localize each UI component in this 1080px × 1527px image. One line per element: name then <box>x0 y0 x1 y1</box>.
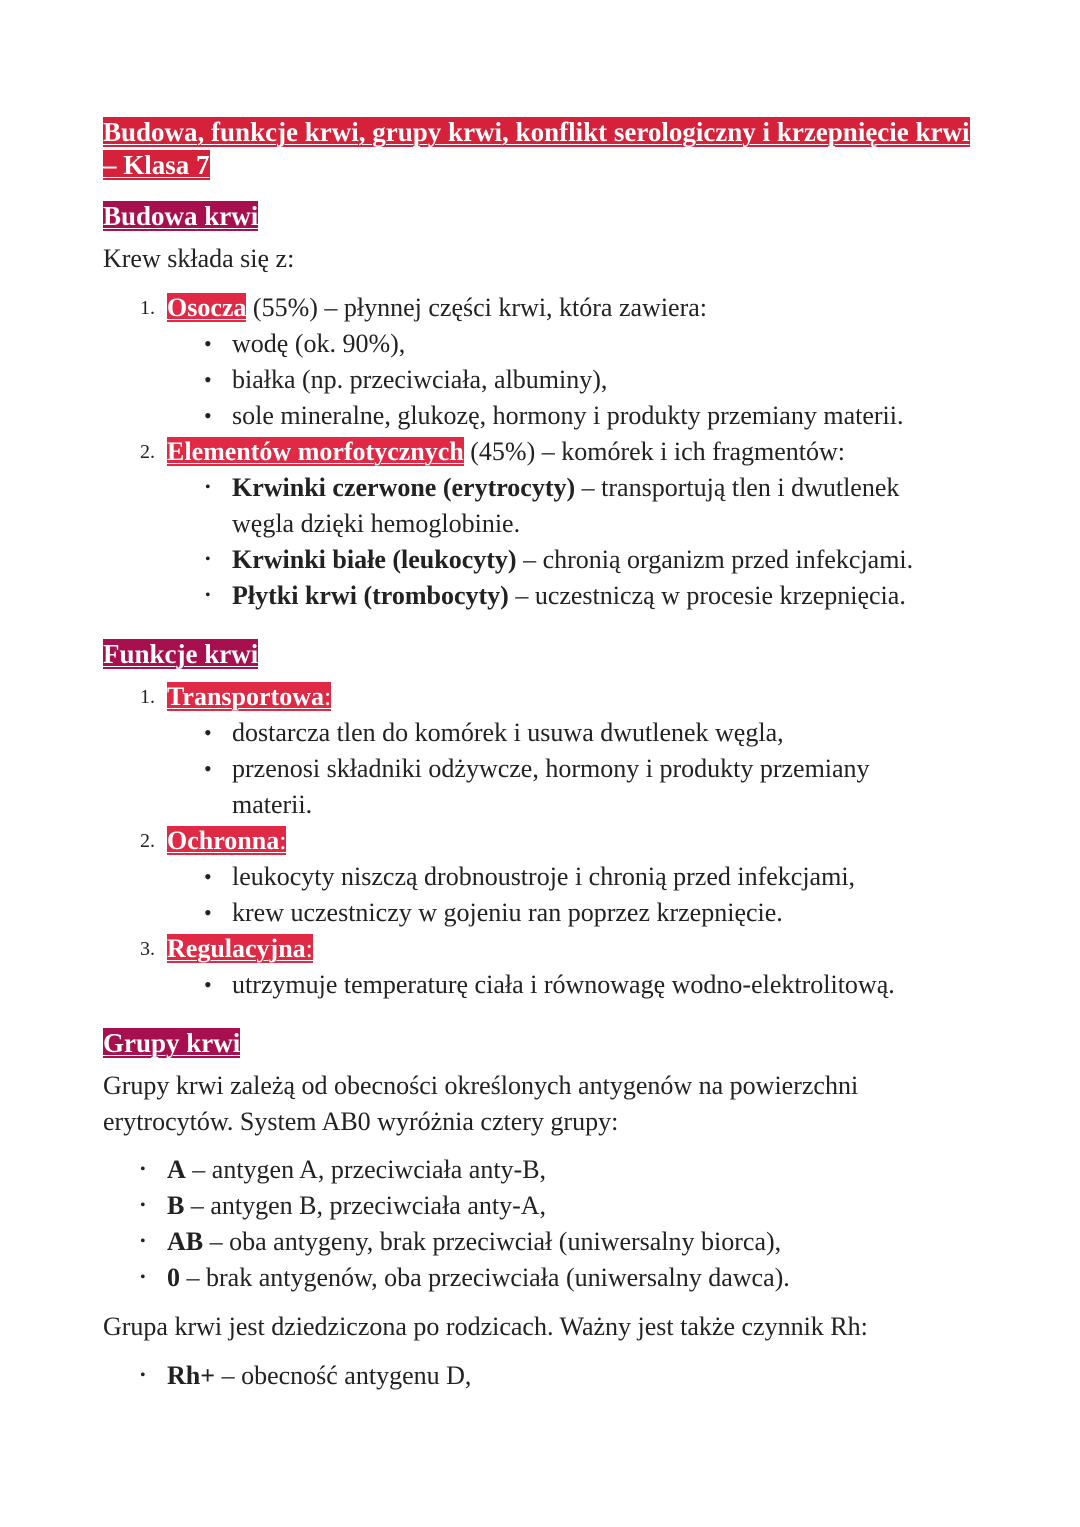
list-number: 1. <box>140 297 155 319</box>
list-number: 2. <box>140 441 155 463</box>
bullet-icon: • <box>205 587 211 604</box>
sub-item: Krwinki białe (leukocyty) – chronią organizm przed infekcjami. <box>232 545 914 574</box>
bullet-icon: • <box>140 1161 146 1178</box>
bullet-icon: • <box>140 1197 146 1214</box>
sub-item: wodę (ok. 90%), <box>232 329 406 358</box>
heading-budowa: Budowa krwi <box>103 201 259 231</box>
bullet-icon: • <box>204 403 212 428</box>
rh-item: Rh+ – obecność antygenu D, <box>167 1361 472 1390</box>
sub-item: sole mineralne, glukozę, hormony i produkty przemiany materii. <box>232 401 904 430</box>
bullet-icon: • <box>204 720 212 745</box>
term-highlight: Osocza <box>167 293 247 322</box>
bullet-icon: • <box>204 367 212 392</box>
term-highlight: Transportowa: <box>167 682 332 711</box>
page-title <box>103 116 983 182</box>
list-number: 1. <box>140 686 155 708</box>
grupy-intro: Grupy krwi zależą od obecności określonych antygenów na powierzchni erytrocytów. System AB0 wyróżnia cztery grupy: <box>103 1071 859 1136</box>
rh-intro: Grupa krwi jest dziedziczona po rodzicach. Ważny jest także czynnik Rh: <box>103 1312 868 1341</box>
term-highlight: Ochronna: <box>167 826 287 855</box>
bullet-icon: • <box>204 900 212 925</box>
list-item-osocze: Osocza (55%) – płynnej części krwi, która zawiera: <box>167 293 708 322</box>
budowa-intro: Krew składa się z: <box>103 244 295 273</box>
term-highlight: Regulacyjna: <box>167 934 313 963</box>
heading-funkcje: Funkcje krwi <box>103 639 259 669</box>
list-item-ochronna <box>167 823 967 859</box>
page-title-text: Budowa, funkcje krwi, grupy krwi, konflikt serologiczny i krzepnięcie krwi – Klasa 7 <box>103 117 970 180</box>
sub-item: krew uczestniczy w gojeniu ran poprzez krzepnięcie. <box>232 898 783 927</box>
list-item-elementy: Elementów morfotycznych (45%) – komórek i ich fragmentów: <box>167 437 845 466</box>
sub-item: Krwinki czerwone (erytrocyty) – transportują tlen i dwutlenek węgla dzięki hemoglobinie. <box>232 473 900 538</box>
list-item-transportowa <box>167 679 967 715</box>
bullet-icon: • <box>204 756 212 781</box>
bullet-icon: • <box>205 551 211 568</box>
sub-item: Płytki krwi (trombocyty) – uczestniczą w procesie krzepnięcia. <box>232 581 906 610</box>
bullet-icon: • <box>140 1233 146 1250</box>
bullet-icon: • <box>204 972 212 997</box>
list-item-regulacyjna <box>167 931 967 967</box>
blood-type-item: B – antygen B, przeciwciała anty-A, <box>167 1191 547 1220</box>
sub-item: dostarcza tlen do komórek i usuwa dwutlenek węgla, <box>232 718 784 747</box>
bullet-icon: • <box>204 331 212 356</box>
sub-item: białka (np. przeciwciała, albuminy), <box>232 365 608 394</box>
list-number: 3. <box>140 938 155 960</box>
list-number: 2. <box>140 830 155 852</box>
bullet-icon: • <box>204 864 212 889</box>
sub-item: leukocyty niszczą drobnoustroje i chronią przed infekcjami, <box>232 862 856 891</box>
bullet-icon: • <box>140 1367 146 1384</box>
blood-type-item: AB – oba antygeny, brak przeciwciał (uniwersalny biorca), <box>167 1227 782 1256</box>
sub-item: utrzymuje temperaturę ciała i równowagę wodno-elektrolitową. <box>232 970 895 999</box>
blood-type-item: A – antygen A, przeciwciała anty-B, <box>167 1155 547 1184</box>
bullet-icon: • <box>205 479 211 496</box>
heading-grupy: Grupy krwi <box>103 1028 241 1058</box>
bullet-icon: • <box>140 1269 146 1286</box>
term-highlight: Elementów morfotycznych <box>167 437 464 466</box>
sub-item: przenosi składniki odżywcze, hormony i produkty przemiany materii. <box>232 754 870 819</box>
blood-type-item: 0 – brak antygenów, oba przeciwciała (uniwersalny dawca). <box>167 1263 790 1292</box>
